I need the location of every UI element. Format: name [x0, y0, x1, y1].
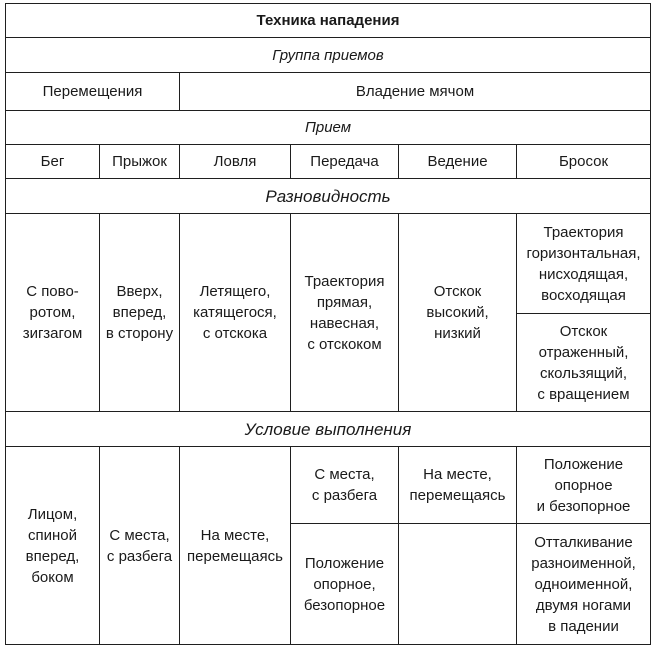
technique-label: Ведение: [427, 153, 488, 170]
cell-text: Положение опорное, безопорное: [303, 554, 386, 614]
group-label: Владение мячом: [355, 83, 475, 100]
group-cell-movement: [6, 73, 179, 110]
cell-text: Отскок высокий, низкий: [426, 283, 489, 342]
variety-cell-throw-rebound: [517, 314, 650, 411]
condition-cell-pass-support: [291, 524, 398, 644]
cell-text: Отталкивание разноименной, одноименной, двумя ногами в падении: [531, 533, 636, 635]
variety-header-text: Разновидность: [265, 186, 391, 206]
cell-text: С пово- ротом, зигзагом: [22, 283, 83, 342]
table-title: [6, 4, 650, 37]
condition-cell-dribble-place: [399, 447, 516, 523]
condition-cell-throw-support: [517, 447, 650, 523]
technique-cell: [517, 145, 650, 178]
cell-text: Траектория горизонтальная, нисходящая, восходящая: [526, 223, 641, 304]
group-header: [6, 38, 650, 72]
rule: [5, 644, 651, 645]
cell-text: Лицом, спиной вперед, боком: [25, 505, 80, 586]
condition-cell-jump: [100, 447, 179, 644]
technique-header: [6, 111, 650, 144]
cell-text: Положение опорное и безопорное: [536, 455, 631, 515]
technique-label: Ловля: [213, 153, 257, 170]
condition-cell-throw-push: [517, 524, 650, 644]
cell-text: На месте, перемещаясь: [187, 526, 283, 565]
variety-cell-pass: [291, 214, 398, 411]
variety-cell-dribble: [399, 214, 516, 411]
technique-header-text: Прием: [304, 119, 351, 136]
technique-cell: [399, 145, 516, 178]
condition-cell-run: [6, 447, 99, 644]
technique-cell: [180, 145, 290, 178]
rule: [650, 3, 651, 645]
variety-cell-throw-trajectory: [517, 214, 650, 313]
table-title-text: Техника нападения: [256, 12, 400, 29]
cell-text: Траектория прямая, навесная, с отскоком: [304, 272, 385, 353]
technique-label: Передача: [310, 153, 379, 170]
variety-cell-run: [6, 214, 99, 411]
condition-cell-dribble-empty: [399, 524, 516, 644]
variety-header: [6, 179, 650, 213]
technique-cell: [100, 145, 179, 178]
technique-label: Прыжок: [112, 153, 167, 170]
group-header-text: Группа приемов: [272, 46, 384, 64]
technique-cell: [291, 145, 398, 178]
cell-text: Летящего, катящегося, с отскока: [193, 283, 277, 342]
technique-label: Бег: [40, 153, 65, 170]
cell-text: Отскок отраженный, скользящий, с вращением: [537, 322, 630, 403]
cell-text: Вверх, вперед, в сторону: [105, 283, 174, 342]
cell-text: С места, с разбега: [311, 466, 378, 504]
technique-cell: [6, 145, 99, 178]
condition-cell-pass-place: [291, 447, 398, 523]
group-label: Перемещения: [42, 83, 143, 100]
condition-header-text: Условие выполнения: [244, 419, 412, 439]
group-cell-ball-handling: [180, 73, 650, 110]
cell-text: С места, с разбега: [106, 526, 173, 565]
cell-text: На месте, перемещаясь: [409, 466, 506, 504]
condition-header: [6, 412, 650, 446]
variety-cell-jump: [100, 214, 179, 411]
technique-label: Бросок: [558, 153, 609, 170]
condition-cell-catch: [180, 447, 290, 644]
variety-cell-catch: [180, 214, 290, 411]
